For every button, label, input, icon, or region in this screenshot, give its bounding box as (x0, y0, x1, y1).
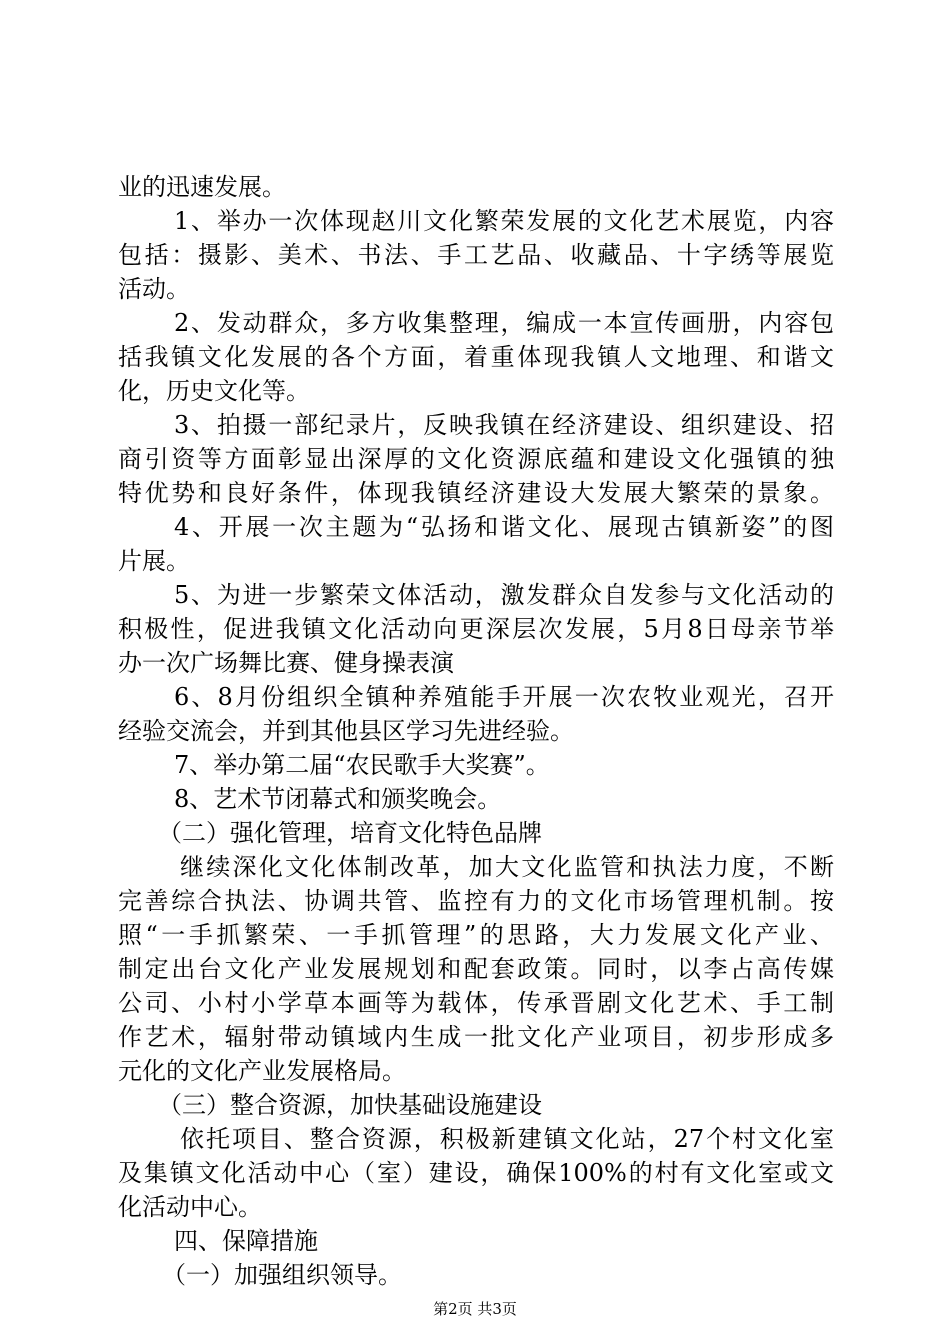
text-line: 化，历史文化等。 (118, 377, 310, 405)
text-line: 积极性，促进我镇文化活动向更深层次发展，5月8日母亲节举 (118, 615, 834, 643)
text-line: 1、举办一次体现赵川文化繁荣发展的文化艺术展览，内容 (174, 207, 834, 235)
text-line: 8、艺术节闭幕式和颁奖晚会。 (174, 785, 502, 813)
text-line: 2、发动群众，多方收集整理，编成一本宣传画册，内容包 (174, 309, 834, 337)
text-line: 业的迅速发展。 (118, 173, 286, 201)
text-line: 特优势和良好条件，体现我镇经济建设大发展大繁荣的景象。 (118, 479, 834, 507)
text-line: 活动。 (118, 275, 190, 303)
text-line: 制定出台文化产业发展规划和配套政策。同时，以李占高传媒 (118, 955, 834, 983)
text-line: 及集镇文化活动中心（室）建设，确保100%的村有文化室或文 (118, 1159, 834, 1187)
text-line: 照“一手抓繁荣、一手抓管理”的思路，大力发展文化产业、 (118, 921, 834, 949)
text-line: 片展。 (118, 547, 190, 575)
text-line: 作艺术，辐射带动镇域内生成一批文化产业项目，初步形成多 (118, 1023, 834, 1051)
text-line: 依托项目、整合资源，积极新建镇文化站，27个村文化室 (180, 1125, 834, 1153)
text-line: 化活动中心。 (118, 1193, 262, 1221)
text-line: 6、8月份组织全镇种养殖能手开展一次农牧业观光，召开 (174, 683, 834, 711)
page-footer: 第2页 共3页 (433, 1300, 517, 1318)
text-line: 公司、小村小学草本画等为载体，传承晋剧文化艺术、手工制 (118, 989, 834, 1017)
text-line: 经验交流会，并到其他县区学习先进经验。 (118, 717, 574, 745)
section-heading: 四、保障措施 (174, 1227, 318, 1255)
text-line: 4、开展一次主题为“弘扬和谐文化、展现古镇新姿”的图 (174, 513, 834, 541)
text-line: 5、为进一步繁荣文体活动，激发群众自发参与文化活动的 (174, 581, 834, 609)
section-heading: （二）强化管理，培育文化特色品牌 (158, 819, 542, 847)
text-line: 3、拍摄一部纪录片，反映我镇在经济建设、组织建设、招 (174, 411, 834, 439)
section-heading: （一）加强组织领导。 (162, 1261, 402, 1289)
text-line: 元化的文化产业发展格局。 (118, 1057, 406, 1085)
text-line: 7、举办第二届“农民歌手大奖赛”。 (174, 751, 550, 779)
text-line: 完善综合执法、协调共管、监控有力的文化市场管理机制。按 (118, 887, 834, 915)
text-line: 括我镇文化发展的各个方面，着重体现我镇人文地理、和谐文 (118, 343, 834, 371)
text-line: 商引资等方面彰显出深厚的文化资源底蕴和建设文化强镇的独 (118, 445, 834, 473)
section-heading: （三）整合资源，加快基础设施建设 (158, 1091, 542, 1119)
text-line: 包括：摄影、美术、书法、手工艺品、收藏品、十字绣等展览 (118, 241, 834, 269)
text-line: 办一次广场舞比赛、健身操表演 (118, 649, 454, 677)
text-line: 继续深化文化体制改革，加大文化监管和执法力度，不断 (180, 853, 834, 881)
